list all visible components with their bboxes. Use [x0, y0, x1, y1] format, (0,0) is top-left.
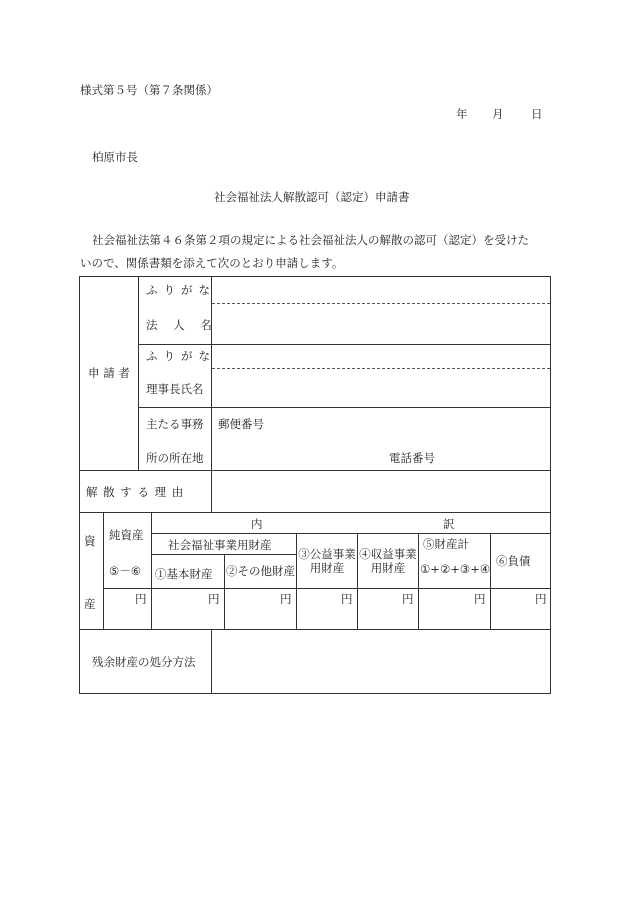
phone-number-label: 電話番号 — [389, 451, 435, 465]
yen-unit-basic: 円 — [208, 592, 220, 606]
assets-header-2: 産 — [84, 597, 96, 611]
residual-disposal-input[interactable] — [212, 630, 550, 693]
basic-property-label: ①基本財産 — [155, 567, 213, 581]
chair-name-input[interactable] — [212, 369, 550, 407]
breakdown-label-2: 訳 — [443, 517, 455, 531]
yen-unit-net: 円 — [135, 592, 147, 606]
dissolution-reason-label: 解 散 す る 理 由 — [86, 485, 185, 499]
public-interest-label: ③公益事業用財産 — [298, 546, 356, 575]
assets-header-1: 資 — [84, 534, 96, 548]
corp-name-label: 法 人 名 — [146, 318, 218, 332]
liabilities-label: ⑥負債 — [496, 554, 531, 568]
office-label-2: 所の所在地 — [146, 451, 204, 465]
social-welfare-property-label: 社会福祉事業用財産 — [168, 538, 272, 552]
date-year: 年 — [456, 107, 468, 121]
other-property-label: ②その他財産 — [226, 564, 295, 579]
applicant-header: 申 請 者 — [88, 366, 130, 381]
residual-disposal-label: 残余財産の処分方法 — [92, 655, 196, 669]
document-title: 社会福祉法人解散認可（認定）申請書 — [214, 190, 410, 204]
yen-unit-total: 円 — [474, 592, 486, 606]
office-label-1: 主たる事務 — [146, 417, 204, 431]
breakdown-label-1: 内 — [251, 517, 263, 531]
furigana-input-2[interactable] — [212, 345, 550, 368]
intro-line-1: 社会福祉法第４６条第２項の規定による社会福祉法人の解散の認可（認定）を受けた — [92, 233, 529, 247]
dissolution-reason-input[interactable] — [212, 471, 550, 512]
chair-name-label: 理事長氏名 — [146, 382, 204, 396]
furigana-label-2: ふりがな — [146, 349, 216, 363]
property-total-formula: ①+②+③+④ — [420, 561, 491, 576]
revenue-business-label: ④収益事業用財産 — [359, 546, 417, 575]
yen-unit-other: 円 — [280, 592, 292, 606]
yen-unit-revenue: 円 — [402, 592, 414, 606]
property-total-label: ⑤財産計 — [423, 537, 469, 551]
date-day: 日 — [531, 107, 543, 121]
yen-unit-public: 円 — [341, 592, 353, 606]
furigana-label-1: ふりがな — [146, 283, 216, 297]
date-month: 月 — [492, 107, 504, 121]
form-number: 様式第５号（第７条関係） — [80, 83, 218, 97]
net-assets-label: 純資産 — [109, 528, 144, 542]
addressee: 柏原市長 — [92, 150, 138, 164]
net-assets-formula: ⑤－⑥ — [109, 564, 142, 578]
postal-code-label: 郵便番号 — [218, 417, 264, 431]
corp-name-input[interactable] — [212, 304, 550, 344]
intro-line-2: いので、関係書類を添えて次のとおり申請します。 — [80, 256, 344, 270]
furigana-input-1[interactable] — [212, 277, 550, 303]
yen-unit-liabilities: 円 — [535, 592, 547, 606]
